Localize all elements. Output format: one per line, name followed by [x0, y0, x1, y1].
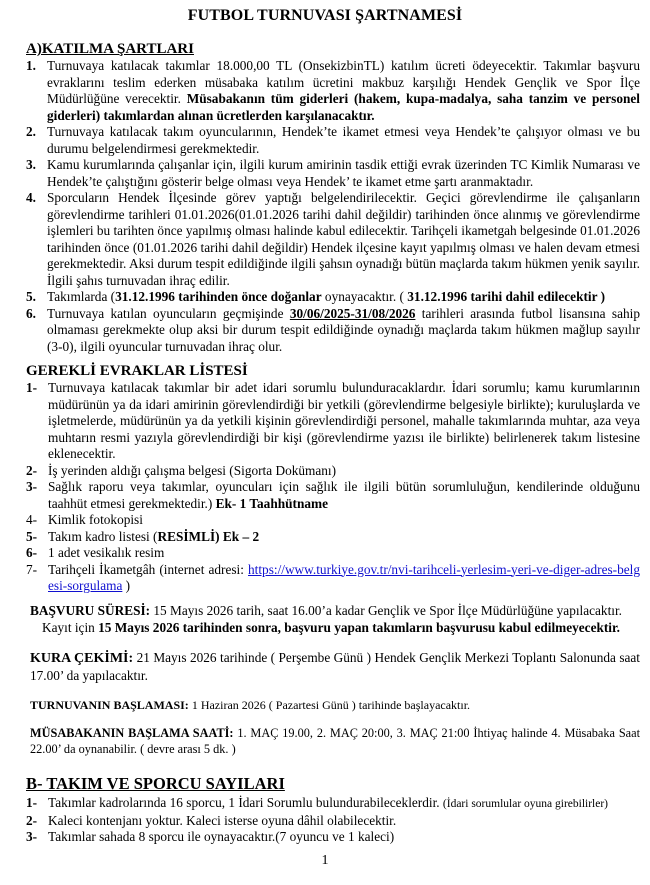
item-number: 3. — [26, 157, 36, 172]
required-docs-heading: GEREKLİ EVRAKLAR LİSTESİ — [26, 363, 248, 379]
item-number: 1. — [26, 58, 36, 73]
item-number: 2- — [26, 812, 38, 828]
list-item — [26, 190, 640, 289]
list-item — [26, 58, 640, 124]
section-a-heading: A)KATILMA ŞARTLARI — [26, 41, 194, 57]
list-item — [26, 479, 640, 512]
tournament-start — [30, 697, 640, 714]
application-period-label: BAŞVURU SÜRESİ: — [30, 603, 151, 618]
item-text: Takımlar kadrolarında 16 sporcu, 1 İdari Sorumlu bulundurabileceklerdir. — [48, 795, 443, 810]
item-text: Takım kadro listesi ( — [48, 528, 158, 544]
item-number: 3- — [26, 829, 38, 844]
item-text: tarihleri arasında futbol lisansına sahip olmaması gerekmekte olup aksi bir durum tespit edildiğinde oynadığı maçlarda takım hükmen mağlup sayılır (3-0), ilgili oyuncular turnuvadan ihraç olur. — [47, 305, 640, 354]
draw-text: 21 Mayıs 2026 tarihinde ( Perşembe Günü ) Hendek Gençlik Merkezi Toplantı Salonunda saat 17.00’ da yapılacaktır. — [30, 650, 641, 683]
item-text: Kimlik fotokopisi — [48, 512, 143, 527]
item-text: Tarihçeli İkametgâh (internet adresi: — [48, 561, 249, 577]
item-number: 4- — [26, 512, 38, 527]
tournament-start-label: TURNUVANIN BAŞLAMASI: — [30, 698, 189, 712]
item-number: 7- — [26, 561, 38, 577]
item-text: Takımlar sahada 8 sporcu ile oynayacaktır.(7 oyuncu ve 1 kaleci) — [48, 829, 395, 844]
item-text: Turnuvaya katılan oyuncuların geçmişinde — [47, 305, 290, 321]
item-note: (İdari sorumlular oyuna girebilirler) — [442, 798, 609, 810]
match-times-text: 1. MAÇ 19.00, 2. MAÇ 20:00, 3. MAÇ 21:00 İhtiyaç halinde 4. Müsabaka Saat 22.00’ da oynanabilir. ( devre arası 5 dk. ) — [30, 726, 640, 756]
application-period — [30, 603, 640, 636]
list-item — [26, 562, 640, 595]
item-number: 4. — [26, 190, 36, 205]
item-bold-text: Ek- 1 Taahhütname — [215, 495, 328, 511]
list-item — [26, 157, 640, 190]
item-number: 1- — [26, 380, 38, 395]
draw-info — [30, 650, 640, 684]
item-bold-text: 31.12.1996 tarihinden önce doğanlar — [115, 289, 322, 304]
item-text: Turnuvaya katılacak takımlar 18.000,00 TL (OnsekizbinTL) katılım ücreti ödeyecektir. Takımlar başvuru evraklarını teslim ederken müsabaka katılım ücretini makbuz karşılığı Hendek Gençlik ve Spor İlçe Müdürlüğüne verecektir. — [47, 58, 640, 106]
draw-label: KURA ÇEKİMİ: — [30, 651, 134, 666]
application-period-text: 15 Mayıs 2026 tarih, saat 16.00’a kadar Gençlik ve Spor İlçe Müdürlüğüne yapılacaktır. — [150, 603, 622, 618]
match-times-label: MÜSABAKANIN BAŞLAMA SAATİ: — [30, 726, 234, 740]
list-item — [26, 829, 640, 846]
item-number: 5- — [26, 528, 38, 544]
item-text: oynayacaktır. ( — [321, 289, 408, 304]
item-text: Sağlık raporu veya takımlar, oyuncuları için sağlık ile ilgili bütün sorumluluğun, kendilerinde olduğunu taahhüt etmesi gerekmektedir.) — [48, 479, 640, 511]
section-b-list — [26, 795, 640, 846]
item-number: 6- — [26, 545, 38, 560]
residence-certificate-link[interactable]: https://www.turkiye.gov.tr/nvi-tarihceli-yerlesim-yeri-ve-diger-adres-belgesi-sorgulama — [48, 561, 640, 593]
list-item — [26, 380, 640, 463]
list-item — [26, 463, 640, 480]
document-title: FUTBOL TURNUVASI ŞARTNAMESİ — [187, 7, 463, 24]
tournament-start-text: 1 Haziran 2026 ( Pazartesi Günü ) tarihinde başlayacaktır. — [188, 698, 471, 712]
application-period-note: Kayıt için — [42, 619, 99, 635]
item-text: İş yerinden aldığı çalışma belgesi (Sigorta Dokümanı) — [48, 462, 337, 478]
item-number: 2- — [26, 462, 38, 478]
page-number: 1 — [321, 853, 329, 868]
list-item — [26, 512, 640, 529]
item-bold-text: Müsabakanın tüm giderleri (hakem, kupa-madalya, saha tanzim ve personel giderleri) takımlardan alınan ücretlerden karşılanacaktır. — [47, 91, 640, 123]
item-bold-text: RESİMLİ) Ek – 2 — [157, 528, 260, 544]
list-item — [26, 289, 640, 306]
item-text: ) — [122, 578, 131, 593]
item-text: Sporcuların Hendek İlçesinde görev yaptığı belgelendirilecektir. Geçici görevlendirme ile çalışanların görevlendirme tarihleri 01.01.2026(01.01.2026 tarihi dahil değildir) tarihinden önce alınmış ve görevlendirme işlemleri bu tarihten önce yapılmış olması halinde kabul edilecektir. Tarihçeli ikametgah belgesinde 01.01.2026 tarihinden önce (01.01.2026 tarihi dahil değildir) Hendek ilçesine kayıt yapılmış olması ve halen devam etmesi gerekmektedir. Aksi durum tespit edildiğinde ilgili şahsın oynadığı bütün maçlarda takım hükmen yenik sayılır. İlgili şahıs turnuvadan ihraç edilir. — [47, 190, 640, 288]
item-text: Kaleci kontenjanı yoktur. Kaleci isterse oyuna dâhil olabilecektir. — [48, 812, 397, 828]
match-times — [30, 725, 640, 757]
section-a-list — [26, 58, 640, 355]
required-docs-list — [26, 380, 640, 595]
item-number: 1- — [26, 795, 38, 810]
item-number: 6. — [26, 305, 36, 321]
list-item — [26, 813, 640, 830]
item-text: 1 adet vesikalık resim — [48, 545, 165, 560]
item-text: Turnuvaya katılacak takımlar bir adet idari sorumlu bulunduracaklardır. İdari sorumlu; kamu kurumlarının müdürünün ya da idari amirinin görevlendirdiği bir yetkili (görevlendirme belgesiyle birlikte); kuruluşlarda ve işletmelerde, müdürünün ya da yetkili kişinin görevlendirdiği personel, mahalle takımlarında muhtar, aza veya muhtarın resmi yazıyla görevlendirdiği bir kişi (görevlendirme yazısı ile birlikte) belirlenerek takım listesine eklenecektir. — [48, 380, 640, 461]
list-item — [26, 529, 640, 546]
item-text: Turnuvaya katılacak takım oyuncularının, Hendek’te ikamet etmesi veya Hendek’te çalışıyor olması ve bu durumu belgelendirmesi gerekmektedir. — [47, 124, 640, 156]
item-number: 2. — [26, 124, 36, 139]
item-number: 3- — [26, 479, 38, 494]
application-period-note-bold: 15 Mayıs 2026 tarihinden sonra, başvuru yapan takımların başvurusu kabul edilmeyecektir. — [98, 619, 620, 635]
item-number: 5. — [26, 289, 36, 304]
item-text: Kamu kurumlarında çalışanlar için, ilgili kurum amirinin tasdik ettiği evrak üzerinden TC Kimlik Numarası ve Hendek’te çalıştığını gösterir belge olması veya Hendek’ te ikamet etme şartı aranmaktadır. — [47, 157, 640, 189]
list-item — [26, 545, 640, 562]
item-bold-text: 30/06/2025-31/08/2026 — [289, 305, 416, 321]
item-bold-text: 31.12.1996 tarihi dahil edilecektir ) — [407, 289, 606, 304]
item-text: Takımlarda ( — [47, 289, 116, 304]
section-b-heading: B- TAKIM VE SPORCU SAYILARI — [26, 774, 285, 793]
list-item — [26, 124, 640, 157]
list-item — [26, 795, 640, 813]
list-item — [26, 306, 640, 356]
